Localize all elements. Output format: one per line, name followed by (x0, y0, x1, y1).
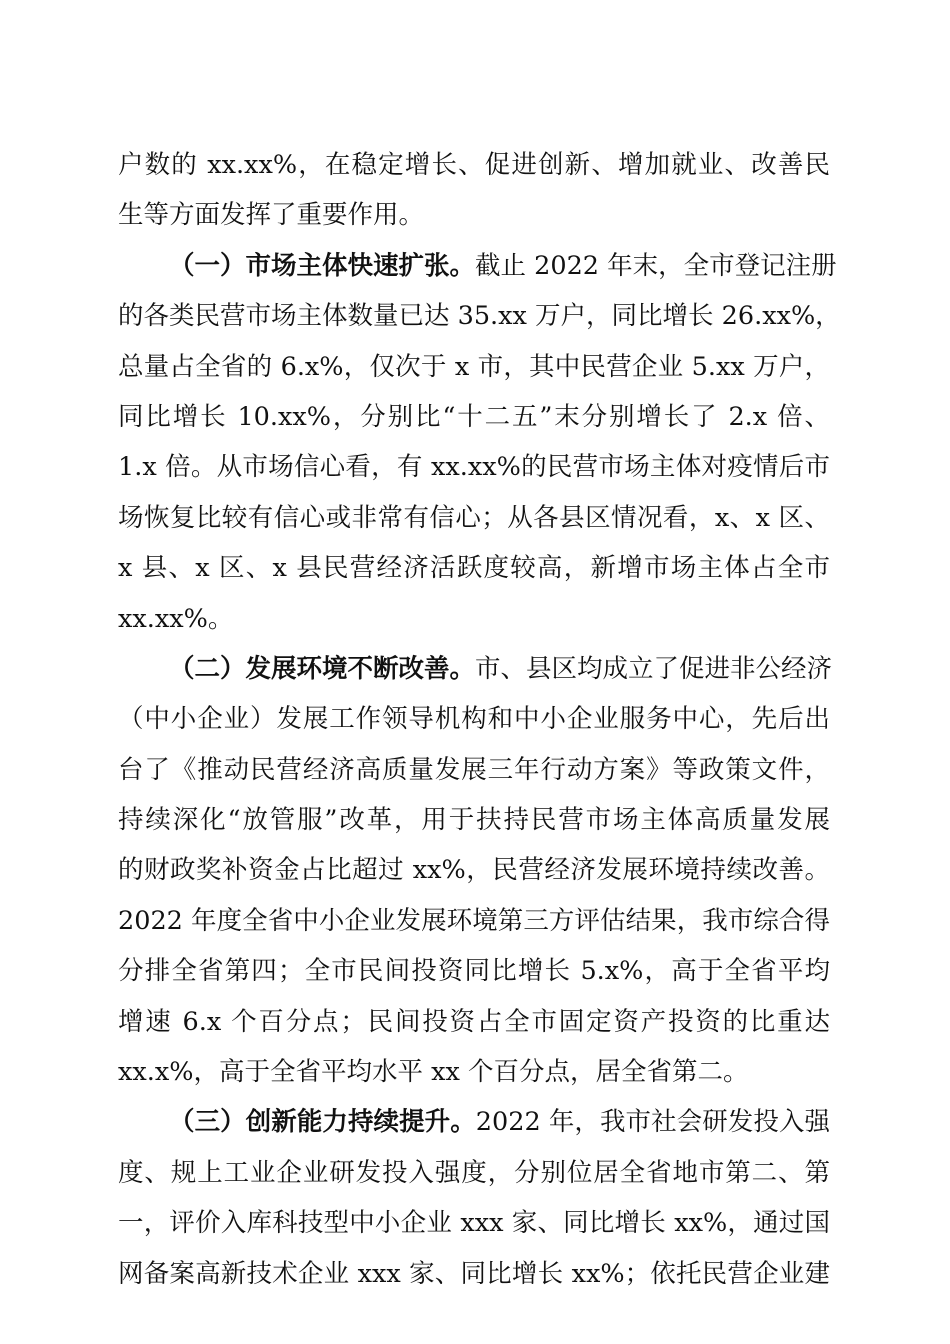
paragraph-first-line (118, 644, 833, 694)
paragraph-first-line (118, 1097, 830, 1147)
text-run: 2022 年，我市社会研发投入强 (475, 1107, 830, 1138)
paragraph-first-line (118, 241, 837, 291)
text-line: 1.x 倍。从市场信心看，有 xx.xx%的民营市场主体对疫情后市 (118, 452, 830, 483)
section-heading-innovation: （三）创新能力持续提升。 (169, 1107, 476, 1138)
section-heading-environment: （二）发展环境不断改善。 (169, 653, 476, 684)
document-body (118, 140, 841, 1299)
text-line: 台了《推动民营经济高质量发展三年行动方案》等政策文件， (118, 754, 830, 785)
text-line: 分排全省第四；全市民间投资同比增长 5.x%，高于全省平均 (118, 956, 830, 987)
text-line: 场恢复比较有信心或非常有信心；从各县区情况看，x、x 区、 (118, 502, 830, 533)
text-line: 的财政奖补资金占比超过 xx%，民营经济发展环境持续改善。 (118, 855, 830, 886)
section-heading-market-entities: （一）市场主体快速扩张。 (169, 250, 476, 281)
text-line: 增速 6.x 个百分点；民间投资占全市固定资产投资的比重达 (118, 1006, 830, 1037)
text-run: 市、县区均成立了促进非公经济 (475, 653, 833, 684)
text-line: 总量占全省的 6.x%，仅次于 x 市，其中民营企业 5.xx 万户， (118, 351, 830, 382)
text-run: 截止 2022 年末，全市登记注册 (475, 250, 837, 281)
text-line: 2022 年度全省中小企业发展环境第三方评估结果，我市综合得 (118, 905, 830, 936)
text-line: 持续深化“放管服”改革，用于扶持民营市场主体高质量发展 (118, 805, 830, 836)
text-line: 度、规上工业企业研发投入强度，分别位居全省地市第二、第 (118, 1157, 830, 1188)
text-line: xx.x%，高于全省平均水平 xx 个百分点，居全省第二。 (118, 1057, 749, 1088)
text-line: xx.xx%。 (118, 603, 234, 634)
text-line: 一，评价入库科技型中小企业 xxx 家、同比增长 xx%，通过国 (118, 1208, 830, 1239)
text-line: 网备案高新技术企业 xxx 家、同比增长 xx%；依托民营企业建 (118, 1258, 830, 1289)
text-line: 户数的 xx.xx%，在稳定增长、促进创新、增加就业、改善民 (118, 150, 830, 180)
text-line: （中小企业）发展工作领导机构和中小企业服务中心，先后出 (118, 704, 830, 735)
text-line: 的各类民营市场主体数量已达 35.xx 万户，同比增长 26.xx%， (118, 301, 841, 332)
text-line: 同比增长 10.xx%，分别比“十二五”末分别增长了 2.x 倍、 (118, 401, 830, 432)
text-line: x 县、x 区、x 县民营经济活跃度较高，新增市场主体占全市 (118, 553, 830, 584)
text-line: 生等方面发挥了重要作用。 (118, 200, 425, 231)
